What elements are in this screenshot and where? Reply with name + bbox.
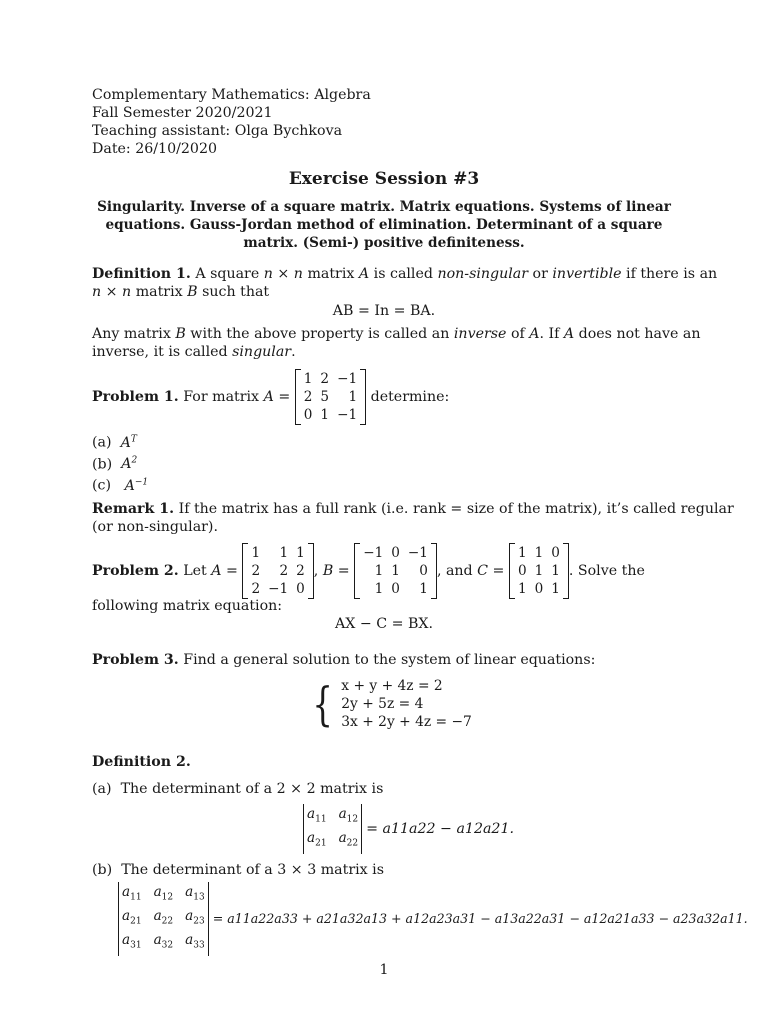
problem-2-matrix-c-entry: 1 [517,545,527,561]
date: Date: 26/10/2020 [92,141,217,157]
problem-1-matrix-entry: −1 [337,407,358,423]
problem-2-matrix-c-entry: 0 [534,581,544,597]
problem-2-matrix-b-entry: 0 [391,581,400,597]
problem-2-matrix-a-entry: 1 [251,545,261,561]
problem-2-matrix-a-entry: 2 [296,563,305,579]
problem-2-matrix-a-entry: 0 [296,581,305,597]
left-brace: { [312,677,333,731]
problem-2-matrix-c [509,543,569,599]
problem-3-label: Problem 3. [92,652,179,668]
determinant-2x2: $a_{11}$ $a_{12}$ $a_{21}$ $a_{22}$ = a11a22 − a12a21. [303,809,514,849]
problem-2-matrix-b-entry: 1 [374,581,384,597]
problem-2-line2: following matrix equation: [92,598,283,614]
problem-3: Problem 3. Find a general solution to the system of linear equations: [92,652,596,668]
problem-1-matrix [295,369,366,425]
problem-2-label: Problem 2. [92,563,179,579]
problem-2-equation: AX − C = BX. [334,616,434,632]
system-equation-2: 2y + 5z = 4 [341,696,424,712]
remark-1-line2: (or non-singular). [92,519,218,535]
page-number: 1 [379,962,389,978]
problem-2-matrix-b-entry: −1 [363,545,384,561]
problem-1-matrix-entry: −1 [337,371,358,387]
problem-2-matrix-c-entry: 1 [551,581,560,597]
problem-2-matrix-c-entry: 1 [551,563,560,579]
definition-2-b: (b) The determinant of a 3 × 3 matrix is [92,862,384,878]
problem-2-matrix-a-entry: −1 [268,581,289,597]
problem-1-matrix-entry: 5 [320,389,330,405]
problem-2-matrix-a-entry: 1 [296,545,305,561]
determinant-3x3: $a_{11}$ $a_{12}$ $a_{13}$ $a_{21}$ $a_{22}$ $a_{23}$ $a_{31}$ $a_{32}$ $a_{33}$ = a11a22a33 + a21a32a13 + a12a23a31 − a13a22a31 − a12a21a33 − a23a32a11. [118,890,748,948]
problem-2: Problem 2. Let A = 1 1 1 2 2 2 2 −1 0 , B = −1 0 −1 1 1 0 1 0 1 , and C = 1 1 0 0 1 1 1 0 1 . Solve the [92,545,645,597]
problem-2-matrix-c-entry: 0 [517,563,527,579]
definition-2-label: Definition 2. [92,754,191,770]
problem-3-system [308,677,472,731]
page-subtitle: Singularity. Inverse of a square matrix. Matrix equations. Systems of linear equations. Gauss-Jordan method of elimination. Determinant of a square matrix. (Semi-) positive definiteness. [97,199,671,251]
problem-2-matrix-b-entry: 1 [419,581,428,597]
problem-1-item-b: (b) $A^2$ [92,455,138,473]
teaching-assistant: Teaching assistant: Olga Bychkova [92,123,343,139]
problem-2-matrix-c-entry: 1 [517,581,527,597]
definition-2-a: (a) The determinant of a 2 × 2 matrix is [92,781,384,797]
problem-2-matrix-b-entry: 0 [419,563,428,579]
remark-1-line1: Remark 1. If the matrix has a full rank (i.e. rank = size of the matrix), it’s called regular [92,501,734,517]
problem-2-matrix-a-entry: 2 [251,581,261,597]
system-equation-3: 3x + 2y + 4z = −7 [341,714,472,730]
det-2x2-matrix: $a_{11}$ $a_{12}$ $a_{21}$ $a_{22}$ [303,804,362,853]
system-equation-1: x + y + 4z = 2 [341,678,443,694]
definition-1-label: Definition 1. [92,266,191,282]
problem-2-matrix-b-entry: 0 [391,545,400,561]
semester: Fall Semester 2020/2021 [92,105,273,121]
problem-2-matrix-b-entry: 1 [374,563,384,579]
problem-2-matrix-a-entry: 2 [279,563,289,579]
problem-1-matrix-entry: 2 [320,371,330,387]
definition-1-line1: Definition 1. A square n × n matrix A is called non-singular or invertible if there is an [92,266,718,282]
problem-2-matrix-c-entry: 1 [534,563,544,579]
problem-2-matrix-c-entry: 0 [551,545,560,561]
definition-1-para-line1: Any matrix B with the above property is called an inverse of A. If A does not have an [92,326,701,342]
problem-1-matrix-entry: 1 [303,371,313,387]
problem-2-matrix-b-entry: 1 [391,563,400,579]
problem-1-items [92,430,148,495]
problem-1-item-a: (a) $A^T$ [92,434,137,451]
page-title: Exercise Session #3 [288,169,480,189]
remark-1-label: Remark 1. [92,501,175,517]
problem-1-label: Problem 1. [92,389,179,405]
problem-2-matrix-b [354,543,437,599]
problem-1-matrix-entry: 2 [303,389,313,405]
course-name: Complementary Mathematics: Algebra [92,87,371,103]
definition-1-line2: n × n matrix B such that [92,284,270,300]
definition-1-para-line2: inverse, it is called singular. [92,344,296,360]
problem-2-matrix-a-entry: 2 [251,563,261,579]
problem-1-item-c: (c) $A^{-1}$ [92,477,149,495]
definition-1-formula: AB = In = BA. [332,303,436,319]
problem-2-matrix-a [242,543,313,599]
problem-2-matrix-b-entry: −1 [407,545,428,561]
det-3x3-matrix: $a_{11}$ $a_{12}$ $a_{13}$ $a_{21}$ $a_{22}$ $a_{23}$ $a_{31}$ $a_{32}$ $a_{33}$ [118,882,209,955]
problem-2-matrix-a-entry: 1 [279,545,289,561]
problem-1-matrix-entry: 1 [320,407,330,423]
problem-2-matrix-c-entry: 1 [534,545,544,561]
problem-1: Problem 1. For matrix A = 1 2 −1 2 5 1 0 1 −1 determine: [92,371,450,423]
problem-1-matrix-entry: 0 [303,407,313,423]
problem-1-matrix-entry: 1 [348,389,358,405]
